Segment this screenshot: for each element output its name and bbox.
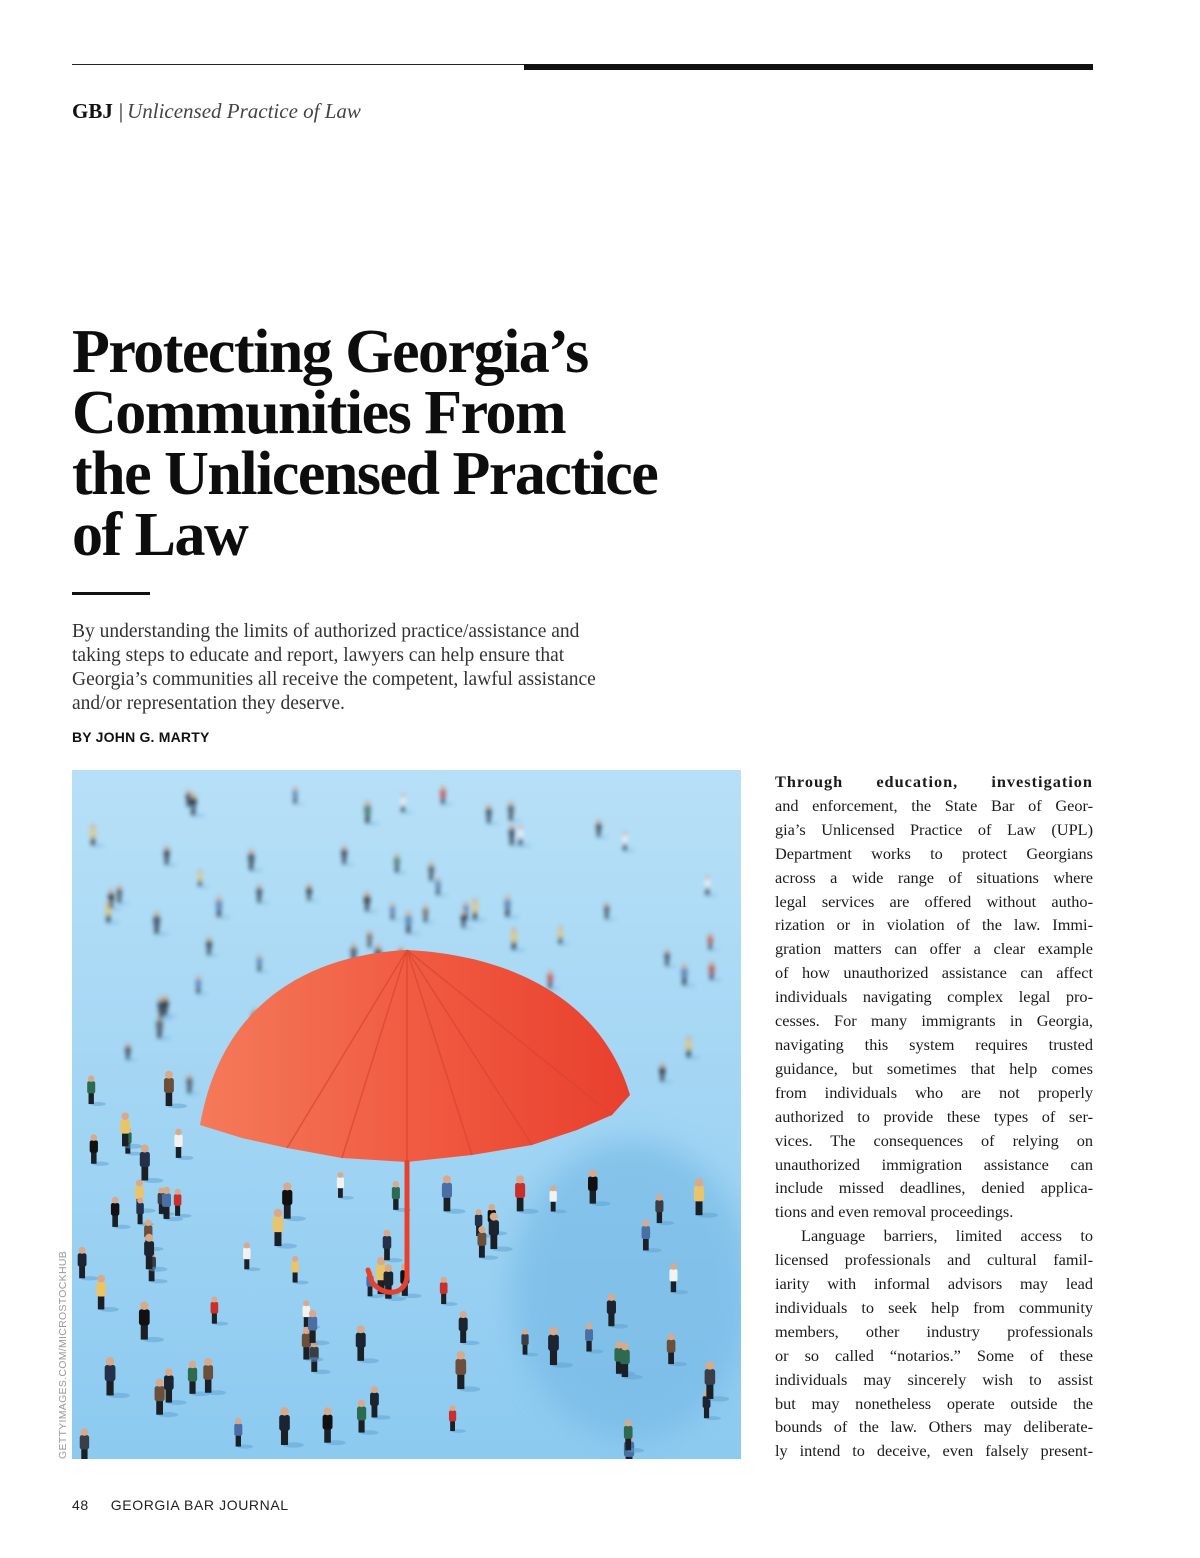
body-line: bounds of the law. Others may deliberate- [775,1417,1093,1437]
body-line: members, other industry professionals [775,1321,1093,1341]
running-header [72,98,361,124]
title-line: Protecting Georgia’s [72,318,588,386]
section-name: Unlicensed Practice of Law [127,99,361,123]
body-line: guidance, but sometimes that help comes [775,1058,1093,1078]
body-line: authorized to provide these types of ser- [775,1106,1093,1126]
title-line: Communities From [72,379,566,447]
body-line: from individuals who are not properly [775,1082,1093,1102]
deck-line: and/or representation they deserve. [72,693,345,714]
page-footer [72,1497,289,1513]
page-number: 48 [72,1497,89,1513]
body-line: Through education, investigation [775,772,1093,791]
body-line: and enforcement, the State Bar of Geor- [775,795,1093,815]
header-separator: | [118,99,124,123]
body-text-column [775,770,1093,1463]
body-line: of how unauthorized assistance can affect [775,963,1093,983]
body-line: individuals may sincerely wish to assist [775,1369,1093,1389]
article-deck [72,620,712,716]
body-line: tions and even removal proceedings. [775,1202,1014,1222]
body-line: licensed professionals and cultural famil- [775,1250,1093,1270]
body-line: cesses. For many immigrants in Georgia, [775,1011,1093,1031]
header-rule-thick [524,64,1093,70]
body-line: Language barriers, limited access to [801,1226,1093,1246]
body-line: rization or in violation of the law. Immi- [775,915,1093,935]
body-line: navigating this system requires trusted [775,1034,1093,1054]
photo-credit: GETTYIMAGES.COM/MICROSTOCKHUB [57,1250,69,1459]
body-line: iarity with informal advisors may lead [775,1274,1093,1294]
journal-name: GEORGIA BAR JOURNAL [110,1497,289,1513]
article-title [72,318,772,569]
title-line: of Law [72,501,248,569]
body-line: Department works to protect Georgians [775,843,1093,863]
umbrella-photo [72,770,741,1459]
body-line: unauthorized immigration assistance can [775,1154,1093,1174]
body-line: gration matters can offer a clear example [775,939,1093,959]
body-line: across a wide range of situations where [775,867,1093,887]
byline: BY JOHN G. MARTY [72,729,210,745]
body-line: gia’s Unlicensed Practice of Law (UPL) [775,819,1093,839]
body-line: legal services are offered without autho- [775,891,1093,911]
body-line: individuals to seek help from community [775,1297,1093,1317]
body-line: include missed deadlines, denied applica- [775,1178,1093,1198]
deck-line: By understanding the limits of authorized practice/assistance and [72,621,580,642]
publication-abbrev: GBJ [72,99,113,123]
body-line: or so called “notarios.” Some of these [775,1345,1093,1365]
title-line: the Unlicensed Practice [72,440,658,508]
deck-line: Georgia’s communities all receive the competent, lawful assistance [72,669,596,690]
umbrella-crowd-illustration [72,770,741,1459]
header-rule-thin [72,64,524,65]
body-line: ly intend to deceive, even falsely present- [775,1441,1093,1461]
title-divider [72,592,150,595]
body-line: but may nonetheless operate outside the [775,1393,1093,1413]
body-line: vices. The consequences of relying on [775,1130,1093,1150]
body-line: individuals navigating complex legal pro- [775,987,1093,1007]
deck-line: taking steps to educate and report, lawyers can help ensure that [72,645,565,666]
